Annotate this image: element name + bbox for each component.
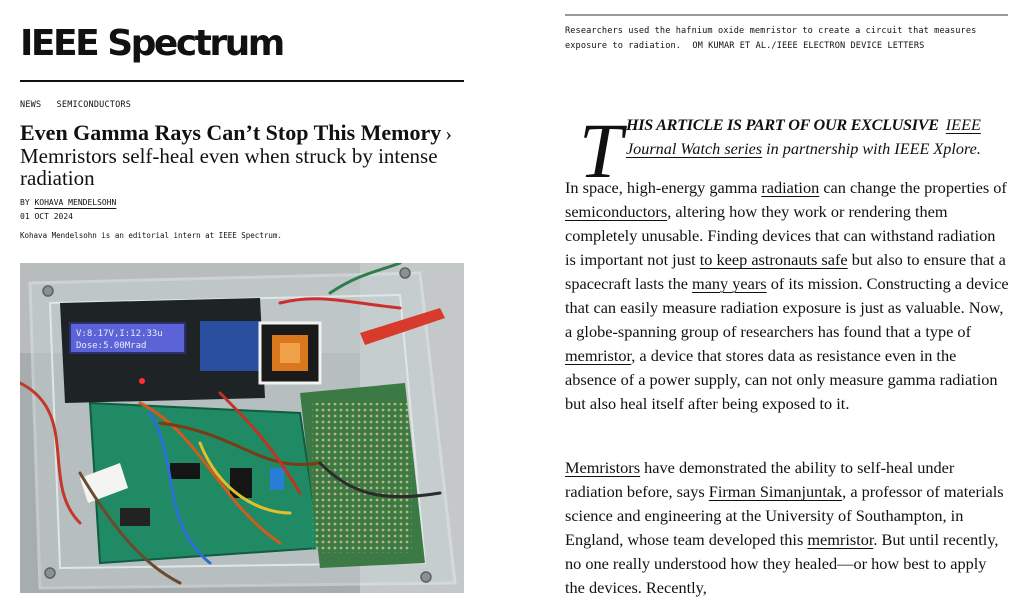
paragraph-text: , a device that stores data as resistance even in the absence of a power supply, can not only measure gamma radiation but also heal itself after being exposed to it. — [565, 346, 998, 413]
photo-credit: OM KUMAR ET AL./IEEE ELECTRON DEVICE LETTERS — [692, 41, 925, 51]
publish-date: 01 OCT 2024 — [20, 212, 73, 221]
inline-link[interactable]: to keep astronauts safe — [699, 250, 848, 269]
paragraph-text: , altering how they work or rendering them completely unusable. Finding devices that can withstand radiation is important not just — [565, 202, 996, 269]
article-headline[interactable] — [20, 120, 464, 146]
byline — [20, 198, 116, 207]
paragraph-text: In space, high-energy gamma — [565, 178, 762, 197]
lcd-line-1: V:8.17V,I:12.33u — [76, 329, 163, 339]
intro-rest: in partnership with IEEE Xplore. — [766, 140, 981, 158]
paragraph-text: . But until recently, no one really understood how they healed—or how best to apply the devices. Recently, — [565, 530, 999, 597]
intro-caps: HIS ARTICLE IS PART OF OUR EXCLUSIVE — [626, 116, 939, 134]
author-note: Kohava Mendelsohn is an editorial intern at IEEE Spectrum. — [20, 231, 282, 240]
drop-cap: T — [579, 107, 623, 194]
caption-divider — [565, 14, 1008, 16]
paragraph-text: can change the properties of — [819, 178, 1007, 197]
chevron-right-icon[interactable]: › — [445, 123, 452, 145]
article-photo — [20, 263, 464, 593]
site-logo[interactable]: IEEE Spectrum — [20, 23, 283, 64]
body-paragraph-1 — [565, 176, 1010, 416]
byline-prefix: BY — [20, 198, 30, 207]
inline-link[interactable]: semiconductors — [565, 202, 668, 221]
caption-text: Researchers used the hafnium oxide memristor to create a circuit that measures exposure to radiation. — [565, 26, 977, 51]
lcd-line-2: Dose:5.00Mrad — [76, 341, 147, 351]
inline-link[interactable]: Memristors — [565, 458, 641, 477]
author-link[interactable]: KOHAVA MENDELSOHN — [34, 198, 117, 207]
header-divider — [20, 80, 464, 82]
tag-semiconductors[interactable]: SEMICONDUCTORS — [56, 100, 132, 110]
inline-link[interactable]: radiation — [761, 178, 820, 197]
inline-link[interactable]: memristor — [565, 346, 632, 365]
tag-news[interactable]: NEWS — [20, 100, 42, 110]
headline-text[interactable]: Even Gamma Rays Can’t Stop This Memory — [20, 120, 442, 145]
paragraph-text: have demonstrated the ability to self-heal under radiation before, says — [565, 458, 955, 501]
photo-caption — [565, 24, 1013, 54]
series-intro — [626, 113, 1016, 161]
paragraph-text: of its mission. Constructing a device that can easily measure radiation exposure is just as valuable. Now, a globe-spanning group of researchers has found that a type of — [565, 274, 1009, 341]
body-paragraph-2 — [565, 456, 1010, 600]
inline-link[interactable]: many years — [692, 274, 767, 293]
article-tags — [20, 100, 141, 110]
article-subhead: Memristors self-heal even when struck by intense radiation — [20, 144, 438, 190]
paragraph-text: , a professor of materials science and engineering at the University of Southampton, in England, whose team developed this — [565, 482, 1004, 549]
journal-watch-link[interactable]: IEEE Journal Watch series — [626, 116, 981, 158]
inline-link[interactable]: Firman Simanjuntak — [708, 482, 843, 501]
inline-link[interactable]: memristor — [807, 530, 874, 549]
paragraph-text: but also to ensure that a spacecraft lasts the — [565, 250, 1006, 293]
